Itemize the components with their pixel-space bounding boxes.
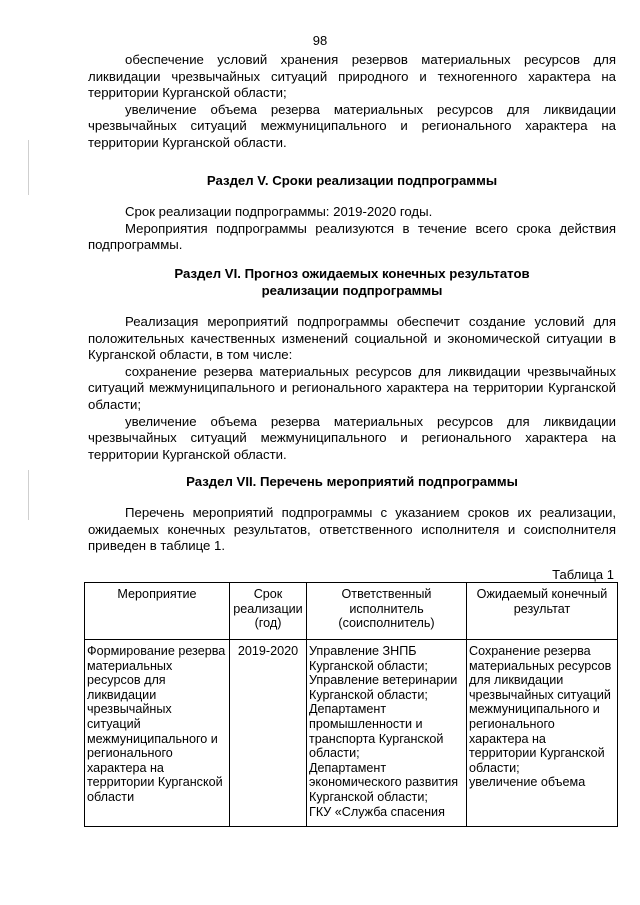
paragraph: сохранение резерва материальных ресурсов для ликвидации чрезвычайных ситуаций межмуниципального и регионального характера на территории Курганской области;	[88, 363, 616, 412]
header-measure: Мероприятие	[85, 583, 230, 640]
intro-block	[88, 52, 616, 152]
header-result: Ожидаемый конечный результат	[467, 583, 618, 640]
section-body	[88, 505, 616, 555]
measures-table	[84, 582, 618, 827]
paragraph: обеспечение условий хранения резервов материальных ресурсов для ликвидации чрезвычайных ситуаций природного и техногенного характера на территории Курганской области;	[88, 52, 616, 101]
scan-edge-mark	[28, 140, 29, 195]
table-header-row	[85, 583, 618, 640]
table-row	[85, 640, 618, 827]
section-body	[88, 204, 616, 254]
cell-measure: Формирование резерва материальных ресурсов для ликвидации чрезвычайных ситуаций межмуниципального и регионального характера на территории Курганской области	[85, 640, 230, 827]
paragraph: Перечень мероприятий подпрограммы с указанием сроков их реализации, ожидаемых конечных результатов, ответственного исполнителя и соисполнителя приведен в таблице 1.	[88, 505, 616, 554]
paragraph: увеличение объема резерва материальных ресурсов для ликвидации чрезвычайных ситуаций межмуниципального и регионального характера на территории Курганской области.	[88, 101, 616, 150]
paragraph: увеличение объема резерва материальных ресурсов для ликвидации чрезвычайных ситуаций межмуниципального и регионального характера на территории Курганской области.	[88, 413, 616, 462]
heading-line: Раздел VI. Прогноз ожидаемых конечных результатов	[174, 266, 530, 281]
cell-executor: Управление ЗНПБ Курганской области; Управление ветеринарии Курганской области; Департамент промышленности и транспорта Курганской области; Департамент экономического развития Курганской области; ГКУ «Служба спасения	[307, 640, 467, 827]
page-number: 98	[312, 33, 328, 48]
cell-term: 2019-2020	[230, 640, 307, 827]
paragraph: Мероприятия подпрограммы реализуются в течение всего срока действия подпрограммы.	[88, 220, 616, 253]
cell-result: Сохранение резерва материальных ресурсов для ликвидации чрезвычайных ситуаций межмуниципального и регионального характера на территории Курганской области; увеличение объема	[467, 640, 618, 827]
header-executor: Ответственный исполнитель (соисполнитель)	[307, 583, 467, 640]
table-caption: Таблица 1	[552, 567, 614, 582]
paragraph: Срок реализации подпрограммы: 2019-2020 годы.	[125, 204, 433, 219]
scan-edge-mark	[28, 470, 29, 520]
paragraph: Реализация мероприятий подпрограммы обеспечит создание условий для положительных качественных изменений социальной и экономической ситуации в Курганской области, в том числе:	[88, 314, 616, 363]
heading-line: реализации подпрограммы	[261, 282, 443, 298]
section-heading: Раздел V. Сроки реализации подпрограммы	[206, 173, 498, 188]
section-heading	[88, 266, 616, 299]
header-term: Срок реализации (год)	[230, 583, 307, 640]
section-body	[88, 314, 616, 463]
section-heading: Раздел VII. Перечень мероприятий подпрограммы	[186, 474, 518, 489]
